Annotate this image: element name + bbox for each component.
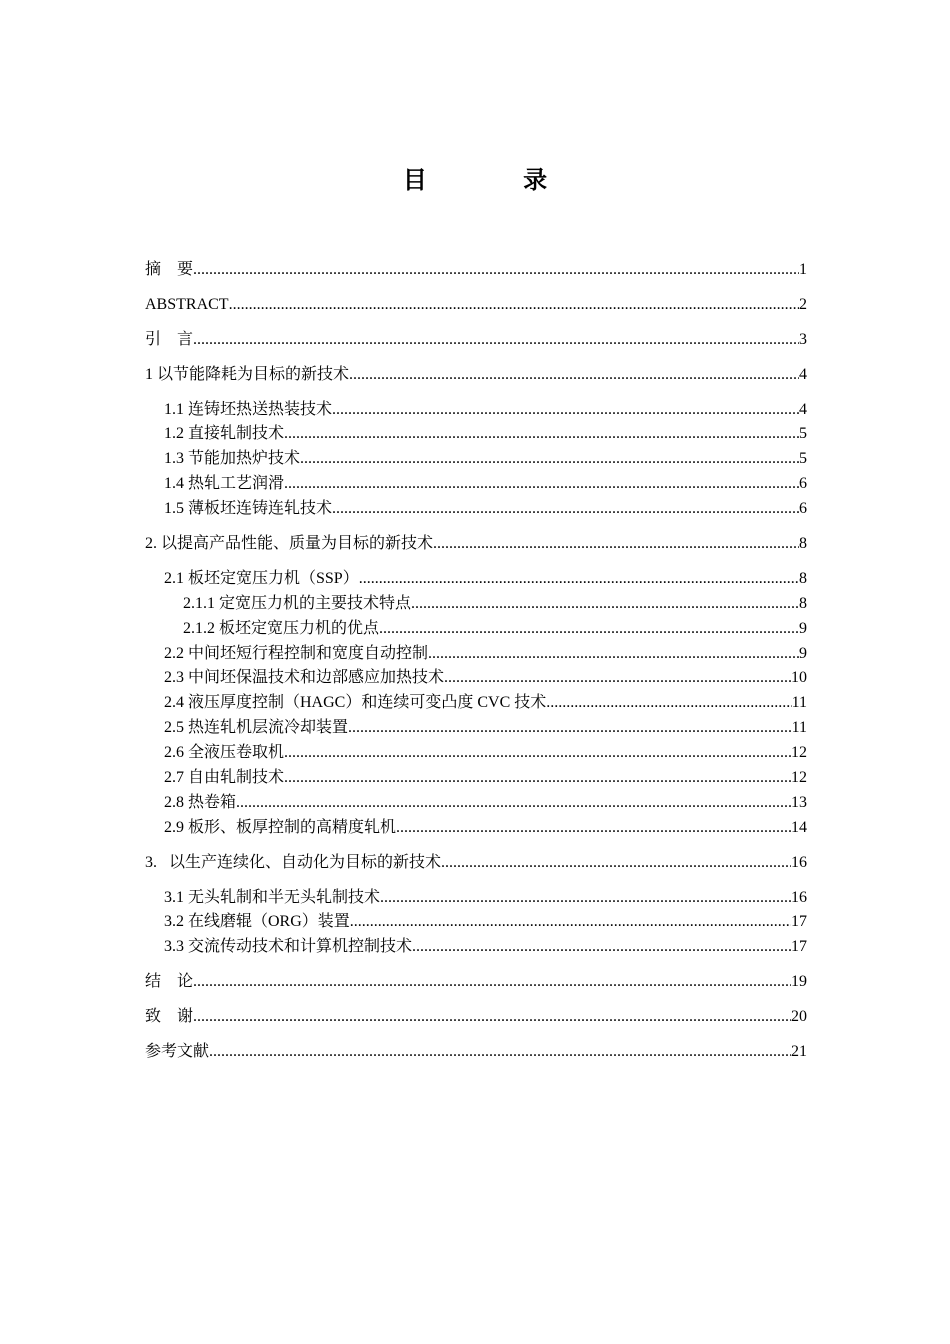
toc-label: ABSTRACT <box>145 295 229 313</box>
toc-label: 摘 要 <box>145 261 194 278</box>
toc-entry-2-7[interactable] <box>145 766 807 791</box>
toc-entry-3-3[interactable] <box>145 935 807 960</box>
toc-entry-chapter-3[interactable] <box>145 851 807 876</box>
toc-page-number: 11 <box>791 694 807 712</box>
toc-page-number: 1 <box>799 261 807 278</box>
toc-label: 2.1.2 板坯定宽压力机的优点 <box>183 619 380 637</box>
toc-leader-dots <box>428 642 799 667</box>
toc-leader-dots <box>193 328 799 353</box>
toc-entry-introduction[interactable] <box>145 328 807 353</box>
toc-leader-dots <box>412 935 791 960</box>
toc-label: 2.7 自由轧制技术 <box>164 769 285 787</box>
toc-label: 2.8 热卷箱 <box>164 793 237 811</box>
toc-label: 1 以节能降耗为目标的新技术 <box>145 365 350 383</box>
toc-entry-chapter-2[interactable] <box>145 532 807 557</box>
toc-label: 致 谢 <box>145 1008 194 1026</box>
toc-label: 2.9 板形、板厚控制的高精度轧机 <box>164 818 397 836</box>
toc-label: 引 言 <box>145 330 194 348</box>
toc-label: 3.2 在线磨辊（ORG）装置 <box>164 913 350 931</box>
toc-leader-dots <box>433 532 799 557</box>
toc-page-number: 8 <box>799 569 807 587</box>
toc-page-number: 6 <box>799 500 807 518</box>
toc-entry-abstract-cn[interactable] <box>145 258 807 283</box>
toc-leader-dots <box>284 741 791 766</box>
toc-label: 2. 以提高产品性能、质量为目标的新技术 <box>145 535 434 553</box>
toc-page-number: 17 <box>791 938 807 956</box>
toc-page-number: 12 <box>791 744 807 762</box>
toc-label: 参考文献 <box>145 1043 210 1061</box>
toc-label: 2.4 液压厚度控制（HAGC）和连续可变凸度 CVC 技术 <box>164 694 547 712</box>
toc-label: 2.1 板坯定宽压力机（SSP） <box>164 569 359 587</box>
toc-page-number: 4 <box>799 400 807 418</box>
toc-page-number: 9 <box>799 619 807 637</box>
toc-entry-conclusion[interactable] <box>145 970 807 995</box>
toc-leader-dots <box>349 363 799 388</box>
toc-leader-dots <box>193 1005 791 1030</box>
toc-entry-2-4[interactable] <box>145 691 807 716</box>
toc-leader-dots <box>348 716 792 741</box>
toc-label: 2.6 全液压卷取机 <box>164 744 285 762</box>
toc-leader-dots <box>284 472 799 497</box>
toc-label: 1.2 直接轧制技术 <box>164 425 285 443</box>
toc-label: 3.1 无头轧制和半无头轧制技术 <box>164 888 381 906</box>
toc-entry-1-3[interactable] <box>145 447 807 472</box>
toc-label: 1.5 薄板坯连铸连轧技术 <box>164 500 333 518</box>
toc-leader-dots <box>284 766 791 791</box>
table-of-contents <box>145 258 807 1065</box>
toc-leader-dots <box>332 497 799 522</box>
toc-entry-1-1[interactable] <box>145 398 807 423</box>
toc-page-number: 12 <box>791 769 807 787</box>
toc-entry-2-1-1[interactable] <box>145 592 807 617</box>
toc-entry-abstract-en[interactable] <box>145 293 807 318</box>
page-title: 目 录 <box>402 165 592 194</box>
toc-leader-dots <box>193 970 791 995</box>
toc-leader-dots <box>546 691 791 716</box>
toc-leader-dots <box>380 886 791 911</box>
toc-entry-references[interactable] <box>145 1040 807 1065</box>
toc-label: 2.5 热连轧机层流冷却装置 <box>164 719 349 737</box>
toc-page-number: 6 <box>799 475 807 493</box>
toc-leader-dots <box>441 851 791 876</box>
toc-leader-dots <box>284 422 799 447</box>
toc-leader-dots <box>209 1040 791 1065</box>
toc-page-number: 4 <box>799 365 807 383</box>
toc-entry-acknowledgement[interactable] <box>145 1005 807 1030</box>
toc-leader-dots <box>350 910 791 935</box>
toc-leader-dots <box>411 592 799 617</box>
toc-page-number: 16 <box>791 888 807 906</box>
toc-entry-2-5[interactable] <box>145 716 807 741</box>
toc-leader-dots <box>359 567 799 592</box>
toc-entry-3-1[interactable] <box>145 886 807 911</box>
toc-entry-2-2[interactable] <box>145 642 807 667</box>
toc-page-number: 5 <box>799 425 807 443</box>
toc-page-number: 3 <box>799 330 807 348</box>
toc-label: 1.4 热轧工艺润滑 <box>164 475 285 493</box>
toc-page-number: 8 <box>799 594 807 612</box>
toc-entry-2-3[interactable] <box>145 666 807 691</box>
toc-entry-2-1[interactable] <box>145 567 807 592</box>
toc-entry-2-8[interactable] <box>145 791 807 816</box>
toc-leader-dots <box>379 617 799 642</box>
toc-leader-dots <box>444 666 791 691</box>
toc-label: 1.3 节能加热炉技术 <box>164 450 301 468</box>
toc-label: 2.3 中间坯保温技术和边部感应加热技术 <box>164 669 445 687</box>
toc-entry-chapter-1[interactable] <box>145 363 807 388</box>
toc-page-number: 5 <box>799 450 807 468</box>
toc-page-number: 16 <box>791 853 807 871</box>
toc-entry-1-2[interactable] <box>145 422 807 447</box>
toc-leader-dots <box>193 258 799 283</box>
toc-page-number: 10 <box>791 669 807 687</box>
toc-page-number: 20 <box>791 1008 807 1026</box>
toc-entry-2-9[interactable] <box>145 816 807 841</box>
toc-page-number: 2 <box>799 295 807 313</box>
toc-page-number: 19 <box>791 973 807 991</box>
toc-entry-2-1-2[interactable] <box>145 617 807 642</box>
toc-entry-3-2[interactable] <box>145 910 807 935</box>
toc-label: 3.3 交流传动技术和计算机控制技术 <box>164 938 413 956</box>
toc-label: 2.2 中间坯短行程控制和宽度自动控制 <box>164 644 429 662</box>
toc-leader-dots <box>396 816 791 841</box>
toc-leader-dots <box>236 791 791 816</box>
toc-page-number: 11 <box>791 719 807 737</box>
toc-label: 3. 以生产连续化、自动化为目标的新技术 <box>145 853 442 871</box>
toc-entry-2-6[interactable] <box>145 741 807 766</box>
toc-label: 结 论 <box>145 973 194 991</box>
toc-label: 2.1.1 定宽压力机的主要技术特点 <box>183 594 412 612</box>
toc-page-number: 14 <box>791 818 807 836</box>
toc-entry-1-4[interactable] <box>145 472 807 497</box>
toc-leader-dots <box>300 447 799 472</box>
toc-leader-dots <box>332 398 799 423</box>
toc-entry-1-5[interactable] <box>145 497 807 522</box>
toc-page-number: 21 <box>791 1043 807 1061</box>
toc-page-number: 13 <box>791 793 807 811</box>
toc-page-number: 8 <box>799 535 807 553</box>
toc-page-number: 9 <box>799 644 807 662</box>
toc-label: 1.1 连铸坯热送热装技术 <box>164 400 333 418</box>
toc-page-number: 17 <box>791 913 807 931</box>
toc-leader-dots <box>229 293 799 318</box>
